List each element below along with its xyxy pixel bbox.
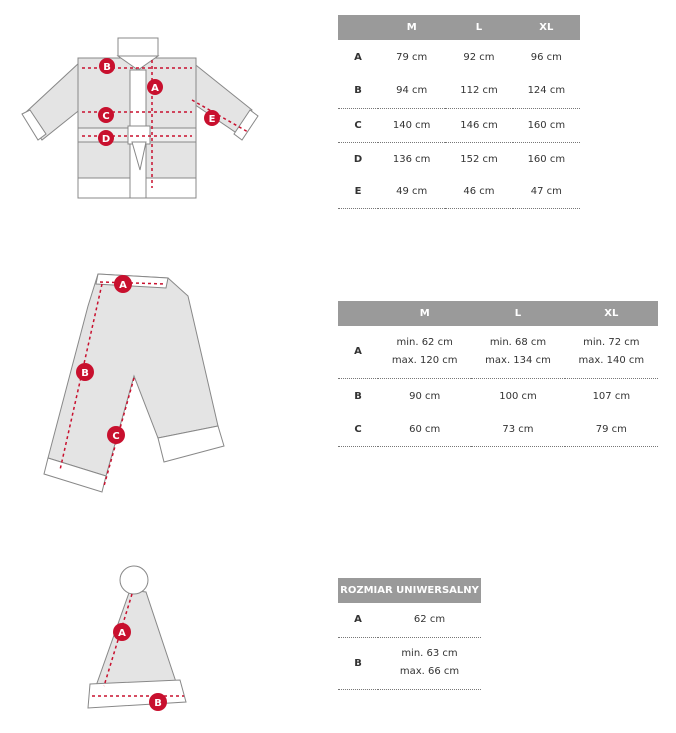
jacket-marker-d bbox=[98, 130, 114, 146]
pants-marker-a bbox=[114, 275, 132, 293]
hat-header-row bbox=[338, 578, 481, 603]
svg-text:C: C bbox=[102, 111, 110, 122]
pants-col-m: M bbox=[378, 301, 471, 326]
svg-text:B: B bbox=[103, 62, 111, 73]
jacket-marker-c bbox=[98, 107, 114, 123]
pants-row-b: B 90 cm 100 cm 107 cm bbox=[354, 390, 631, 402]
pants-row-c: C 60 cm 73 cm 79 cm bbox=[338, 414, 658, 446]
pants-row-a: A min. 62 cm max. 120 cm min. 68 cm max. 134 cm min. 72 cm max. 140 cm bbox=[338, 326, 658, 378]
pants-size-table bbox=[338, 301, 658, 447]
svg-text:A: A bbox=[151, 83, 159, 94]
jacket-marker-e bbox=[204, 110, 220, 126]
svg-text:D: D bbox=[101, 134, 111, 145]
svg-text:B: B bbox=[154, 698, 162, 709]
svg-text:C: C bbox=[112, 431, 120, 442]
jacket-col-l: L bbox=[445, 15, 512, 40]
pants-illustration bbox=[38, 266, 238, 496]
pants-marker-c bbox=[107, 426, 125, 444]
hat-size-table bbox=[338, 578, 481, 690]
pants-header-row bbox=[338, 301, 658, 326]
jacket-row-d: D 136 cm 152 cm 160 cm bbox=[353, 153, 566, 165]
hat-header-universal-size: ROZMIAR UNIWERSALNY bbox=[338, 578, 481, 603]
jacket-col-xl: XL bbox=[513, 15, 580, 40]
hat-illustration bbox=[84, 562, 194, 712]
hat-marker-b bbox=[149, 693, 167, 711]
svg-text:B: B bbox=[81, 368, 89, 379]
jacket-row-e: E 49 cm 46 cm 47 cm bbox=[338, 176, 580, 208]
pants-marker-b bbox=[76, 363, 94, 381]
pants-col-l: L bbox=[471, 301, 564, 326]
jacket-marker-b bbox=[99, 58, 115, 74]
hat-row-b: B min. 63 cm max. 66 cm bbox=[338, 637, 481, 689]
svg-text:A: A bbox=[119, 280, 127, 291]
jacket-row-b: B 94 cm 112 cm 124 cm bbox=[338, 74, 580, 108]
jacket-size-table bbox=[338, 15, 580, 209]
jacket-row-a: A 79 cm 92 cm 96 cm bbox=[354, 51, 562, 63]
hat-marker-a bbox=[113, 623, 131, 641]
jacket-illustration bbox=[12, 30, 272, 240]
svg-text:A: A bbox=[118, 628, 126, 639]
svg-text:E: E bbox=[208, 114, 216, 125]
jacket-header-row bbox=[338, 15, 580, 40]
hat-row-a: A 62 cm bbox=[338, 603, 481, 637]
pants-col-xl: XL bbox=[565, 301, 658, 326]
jacket-row-c: C 140 cm 146 cm 160 cm bbox=[338, 108, 580, 142]
jacket-col-m: M bbox=[378, 15, 445, 40]
jacket-marker-a bbox=[147, 79, 163, 95]
